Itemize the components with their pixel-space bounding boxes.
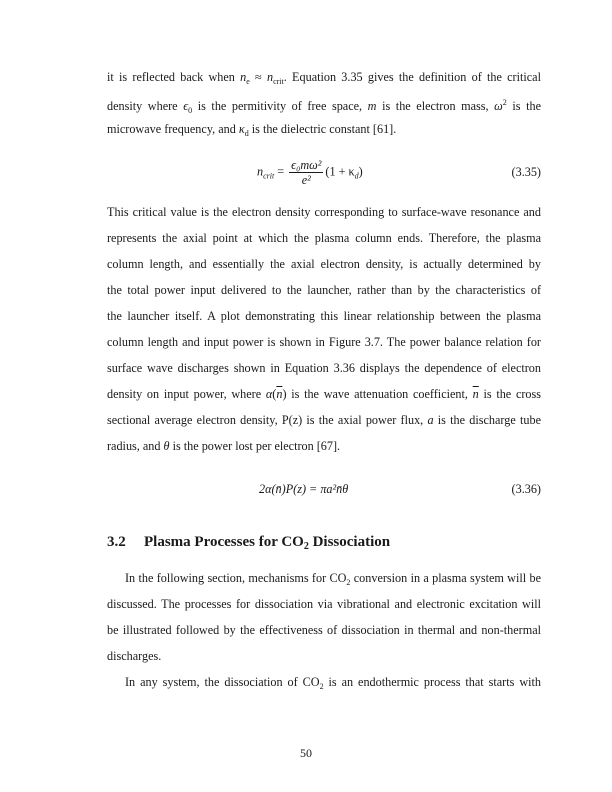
text-line <box>107 387 541 401</box>
text-run: discharges. <box>107 649 162 663</box>
text-run: represents the axial point at which the plasma column ends. Therefore, the plasma <box>107 231 541 245</box>
math-ov: $\overline{n}$ <box>276 387 283 401</box>
text-line <box>107 361 541 375</box>
text-run: is an endothermic process that starts with <box>323 675 541 689</box>
text-line <box>107 623 541 637</box>
math-sub: 2 <box>319 682 324 691</box>
text-run: In any system, the dissociation of CO <box>125 675 320 689</box>
text-run: the launcher itself. A plot demonstrating this linear relationship between the plasma <box>107 309 541 323</box>
eq-denominator: e² <box>301 173 311 187</box>
math-sup: 2 <box>502 98 507 107</box>
text-run: is the discharge tube <box>433 413 541 427</box>
text-run: is the electron mass, <box>376 99 495 113</box>
section-title: Plasma Processes for CO <box>144 534 304 550</box>
text-run: ( <box>272 387 277 401</box>
text-line <box>107 283 541 297</box>
eq-lhs: n <box>257 164 264 179</box>
section-title-end: Dissociation <box>308 534 391 550</box>
math-i: κ <box>238 122 245 136</box>
math-i: θ <box>163 439 170 453</box>
math-sub: crit <box>273 77 284 86</box>
text-line <box>107 335 541 349</box>
eq-rhs: (1 + κ <box>325 164 355 179</box>
text-run: discussed. The processes for dissociation via vibrational and electronic excitation will <box>107 597 541 611</box>
text-run: column length and input power is shown in Figure 3.7. The power balance relation for <box>107 335 541 349</box>
math-ov: $\overline{n}$ <box>472 387 479 401</box>
text-line <box>107 649 541 663</box>
text-line <box>107 70 541 89</box>
eq-body: 2α(n̄)P(z) = πa²n̄θ <box>259 482 349 496</box>
text-run: column length, and essentially the axial electron density, is actually determined by <box>107 257 541 271</box>
text-run: ) is the wave attenuation coefficient, <box>282 387 473 401</box>
math-i: ϵ <box>183 99 189 113</box>
math-i: α <box>265 387 273 401</box>
text-run: is the power lost per electron [67]. <box>169 439 341 453</box>
math-sub: 2 <box>346 578 351 587</box>
eq-numerator: ϵ₀mω² <box>291 158 322 172</box>
text-run: density on input power, where <box>107 387 266 401</box>
text-line <box>107 309 541 323</box>
text-run: be illustrated followed by the effectiveness of dissociation in thermal and non-thermal <box>107 623 541 637</box>
text-run: conversion in a plasma system will be <box>350 571 541 585</box>
math-sub: e <box>246 77 250 86</box>
text-run: ≈ <box>249 70 267 84</box>
eq-lhs-sub: crit <box>263 171 275 181</box>
math-i: n <box>240 70 247 84</box>
text-run: radius, and <box>107 439 164 453</box>
text-run: surface wave discharges shown in Equation 3.36 displays the dependence of electron <box>107 361 541 375</box>
text-line <box>107 257 541 271</box>
eq-rhs-sub: d <box>354 171 359 181</box>
math-sub: d <box>244 129 249 138</box>
text-line <box>107 413 541 427</box>
text-line <box>107 675 541 694</box>
eq-fraction <box>289 158 323 187</box>
text-line <box>107 439 541 453</box>
text-run: is the <box>506 99 541 113</box>
section-number: 3.2 <box>107 534 126 550</box>
text-run: sectional average electron density, P(z) is the axial power flux, <box>107 413 428 427</box>
math-i: ω <box>494 99 503 113</box>
text-line <box>107 597 541 611</box>
text-line <box>107 231 541 245</box>
text-run: is the permitivity of free space, <box>192 99 368 113</box>
text-line <box>107 205 541 219</box>
math-i: a <box>427 413 434 427</box>
equation-number: (3.35) <box>511 165 541 179</box>
text-run: In the following section, mechanisms for CO <box>125 571 347 585</box>
text-line <box>107 571 541 590</box>
text-run: it is reflected back when <box>107 70 241 84</box>
section-heading <box>107 534 390 552</box>
text-line <box>107 96 541 118</box>
eq-rhs-close: ) <box>358 164 363 179</box>
text-run: This critical value is the electron density corresponding to surface-wave resonance and <box>107 205 541 219</box>
page-number: 50 <box>300 746 312 760</box>
math-sub: 0 <box>188 106 193 115</box>
text-run: is the cross <box>478 387 541 401</box>
math-i: n <box>267 70 274 84</box>
text-run: microwave frequency, and <box>107 122 239 136</box>
eq-equals: = <box>277 164 285 179</box>
equation-number: (3.36) <box>511 482 541 496</box>
section-title-sub: 2 <box>303 541 309 552</box>
math-i: m <box>367 99 377 113</box>
text-run: . Equation 3.35 gives the definition of the critical <box>283 70 541 84</box>
text-line <box>107 122 541 141</box>
text-run: the total power input delivered to the launcher, rather than by the characteristics of <box>107 283 541 297</box>
text-run: density where <box>107 99 184 113</box>
text-run: is the dielectric constant [61]. <box>248 122 397 136</box>
